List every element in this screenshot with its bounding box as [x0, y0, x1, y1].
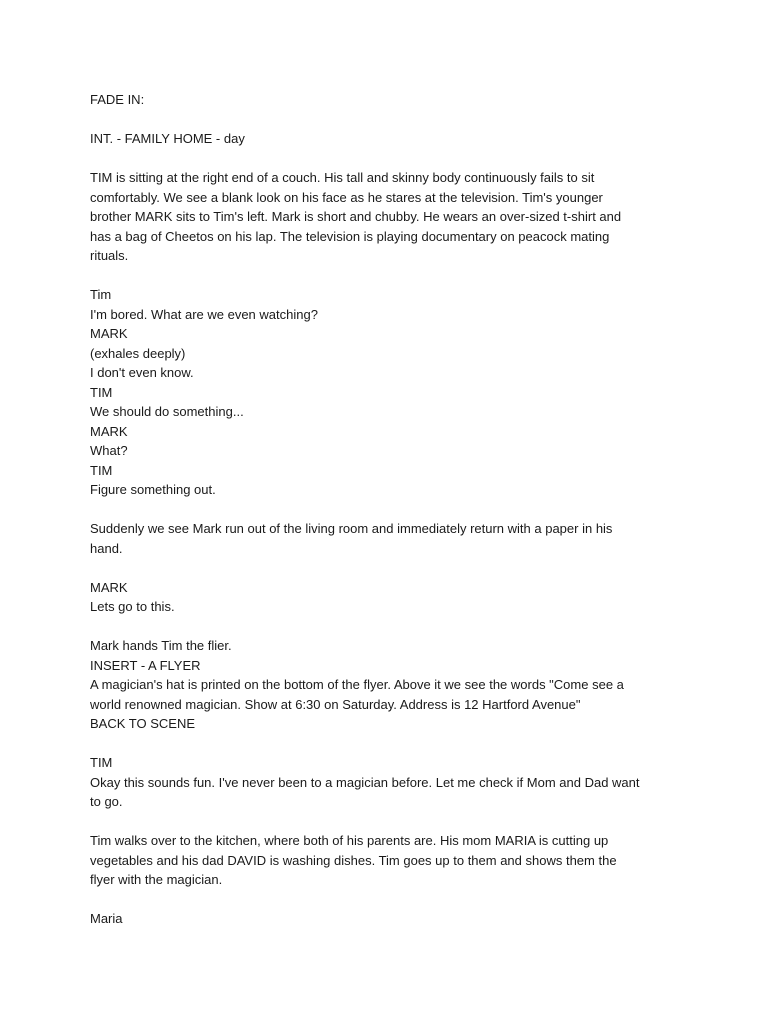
text-line: A magician's hat is printed on the bottom of the flyer. Above it we see the words "Come see a: [90, 677, 624, 692]
text-line: flyer with the magician.: [90, 872, 223, 887]
dialogue-block-3: [90, 753, 690, 812]
parenthetical: (exhales deeply): [90, 345, 186, 361]
text-line: Tim walks over to the kitchen, where both of his parents are. His mom MARIA is cutting up: [90, 833, 609, 848]
character-name-maria: Maria: [90, 911, 123, 926]
text-line: hand.: [90, 540, 123, 556]
transition-fade-in: FADE IN:: [90, 92, 145, 107]
text-line: has a bag of Cheetos on his lap. The television is playing documentary on peacock mating: [90, 228, 610, 244]
dialogue-line: Figure something out.: [90, 482, 216, 497]
insert-heading: INSERT - A FLYER: [90, 657, 201, 673]
dialogue-line: I don't even know.: [90, 365, 194, 380]
dialogue-block-2: [90, 578, 690, 617]
insert-block: [90, 636, 690, 734]
dialogue-line: to go.: [90, 794, 123, 809]
action-paragraph-1: [90, 168, 690, 266]
action-paragraph-2: [90, 519, 690, 558]
text-line: rituals.: [90, 248, 129, 263]
dialogue-line: We should do something...: [90, 404, 244, 419]
dialogue-line: Lets go to this.: [90, 599, 175, 614]
text-line: TIM is sitting at the right end of a couch. His tall and skinny body continuously fails to sit: [90, 170, 595, 185]
scene-heading: INT. - FAMILY HOME - day: [90, 131, 245, 146]
text-line: Suddenly we see Mark run out of the living room and immediately return with a paper in his: [90, 521, 613, 536]
dialogue-line: What?: [90, 443, 128, 458]
character-name: MARK: [90, 326, 128, 341]
text-line: world renowned magician. Show at 6:30 on Saturday. Address is 12 Hartford Avenue": [90, 696, 581, 712]
character-name: TIM: [90, 384, 113, 400]
text-line: vegetables and his dad DAVID is washing dishes. Tim goes up to them and shows them the: [90, 852, 617, 868]
dialogue-line: I'm bored. What are we even watching?: [90, 306, 318, 322]
dialogue-line: Okay this sounds fun. I've never been to a magician before. Let me check if Mom and Dad want: [90, 774, 640, 790]
character-name: MARK: [90, 423, 128, 439]
text-line: brother MARK sits to Tim's left. Mark is short and chubby. He wears an over-sized t-shirt and: [90, 209, 622, 224]
character-name: MARK: [90, 579, 128, 595]
character-name: TIM: [90, 755, 113, 770]
character-name: Tim: [90, 287, 112, 302]
dialogue-block-1: [90, 285, 690, 500]
screenplay-text: [90, 90, 690, 948]
character-name: TIM: [90, 462, 113, 478]
text-line: comfortably. We see a blank look on his face as he stares at the television. Tim's younger: [90, 189, 603, 205]
action-paragraph-3: [90, 831, 690, 890]
text-line: Mark hands Tim the flier.: [90, 638, 232, 653]
transition-back-to-scene: BACK TO SCENE: [90, 716, 195, 731]
